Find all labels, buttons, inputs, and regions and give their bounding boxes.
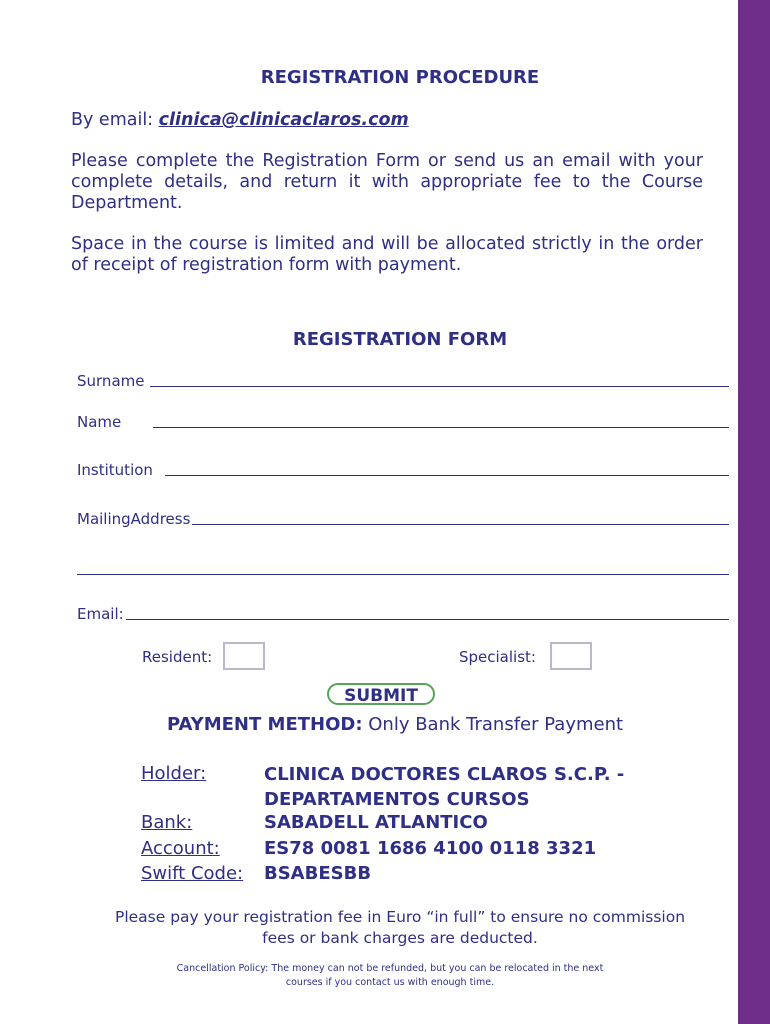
institution-field[interactable] — [165, 474, 729, 476]
payment-method-label: PAYMENT METHOD: — [166, 714, 363, 735]
holder-value — [264, 762, 624, 812]
payment-method-line — [0, 714, 770, 735]
procedure-paragraph-2: Space in the course is limited and will be allocated strictly in the order of receipt of registration form with payment. — [71, 234, 703, 275]
bank-label: Bank: — [141, 812, 193, 833]
resident-label: Resident: — [142, 648, 213, 666]
address-label: MailingAddress — [77, 510, 191, 528]
holder-value-line-2: DEPARTAMENTOS CURSOS — [264, 789, 530, 810]
procedure-paragraph-1: Please complete the Registration Form or send us an email with your complete details, and return it with appropriate fee to the Course Department. — [71, 151, 703, 213]
bank-value: SABADELL ATLANTICO — [264, 812, 488, 833]
address-field-line-2[interactable] — [77, 574, 729, 575]
email-field[interactable] — [126, 618, 729, 620]
surname-label: Surname — [77, 372, 145, 390]
account-label: Account: — [141, 838, 220, 859]
swift-value: BSABESBB — [264, 863, 372, 884]
procedure-title: REGISTRATION PROCEDURE — [260, 67, 540, 88]
name-label: Name — [77, 413, 122, 431]
email-label: Email: — [77, 605, 124, 623]
side-color-bar — [738, 0, 770, 1024]
surname-field[interactable] — [150, 385, 729, 387]
payment-note: Please pay your registration fee in Euro “in full” to ensure no commission fees or bank charges are deducted. — [114, 908, 686, 947]
name-row — [77, 413, 729, 431]
cancellation-policy: Cancellation Policy: The money can not be refunded, but you can be relocated in the next courses if you contact us with enough time. — [176, 963, 604, 988]
email-line — [71, 110, 703, 131]
name-field[interactable] — [153, 426, 729, 428]
holder-value-line-1: CLINICA DOCTORES CLAROS S.C.P. - — [264, 764, 625, 785]
specialist-label: Specialist: — [459, 648, 536, 666]
specialist-checkbox[interactable] — [550, 642, 592, 670]
payment-method-value: Only Bank Transfer Payment — [362, 714, 624, 735]
address-field[interactable] — [192, 523, 729, 525]
email-prefix: By email: — [71, 110, 159, 130]
submit-button[interactable]: SUBMIT — [327, 683, 435, 705]
address-row — [77, 510, 729, 528]
resident-checkbox[interactable] — [223, 642, 265, 670]
account-value: ES78 0081 1686 4100 0118 3321 — [264, 838, 597, 859]
form-title: REGISTRATION FORM — [292, 329, 508, 350]
surname-row — [77, 372, 729, 390]
swift-label: Swift Code: — [141, 863, 244, 884]
institution-row — [77, 461, 729, 479]
email-link[interactable]: clinica@clinicaclaros.com — [158, 110, 409, 130]
email-row — [77, 605, 729, 623]
holder-label: Holder: — [141, 763, 207, 784]
institution-label: Institution — [77, 461, 153, 479]
